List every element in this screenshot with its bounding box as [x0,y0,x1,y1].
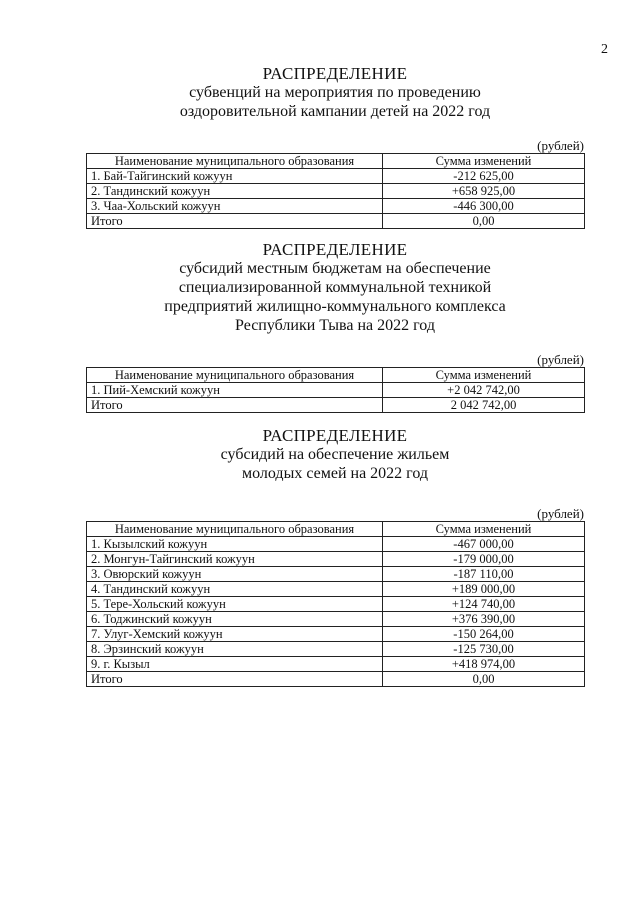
section-subtitle-line: Республики Тыва на 2022 год [235,317,435,334]
table-row [87,184,585,199]
total-label-cell: Итого [87,214,383,229]
municipality-cell: 5. Тере-Хольский кожуун [87,597,383,612]
table-row [87,612,585,627]
section-heading [86,426,584,483]
table-row [87,537,585,552]
municipality-cell: 9. г. Кызыл [87,657,383,672]
column-header-amount: Сумма изменений [383,368,585,383]
table-header-row [87,154,585,169]
total-label-cell: Итого [87,398,383,413]
municipality-cell: 8. Эрзинский кожуун [87,642,383,657]
municipality-cell: 1. Кызылский кожуун [87,537,383,552]
amount-cell: -150 264,00 [383,627,585,642]
column-header-name: Наименование муниципального образования [87,368,383,383]
amount-cell: -467 000,00 [383,537,585,552]
amount-cell: +2 042 742,00 [383,383,585,398]
units-label: (рублей) [537,138,584,153]
amount-cell: -187 110,00 [383,567,585,582]
amount-cell: +418 974,00 [383,657,585,672]
section-subtitle-line: субсидий местным бюджетам на обеспечение [179,260,491,277]
amount-cell: -125 730,00 [383,642,585,657]
table-row [87,383,585,398]
amount-cell: +658 925,00 [383,184,585,199]
table-total-row [87,672,585,687]
table-row [87,552,585,567]
total-amount-cell: 0,00 [383,672,585,687]
section-young-families-housing-subsidies [86,426,584,687]
section-subtitle-line: молодых семей на 2022 год [241,465,429,482]
column-header-amount: Сумма изменений [383,522,585,537]
column-header-amount: Сумма изменений [383,154,585,169]
section-recreation-subventions [86,64,584,229]
section-subtitle-line: оздоровительной кампании детей на 2022 год [179,103,491,120]
amount-cell: +189 000,00 [383,582,585,597]
section-heading [86,64,584,121]
table-total-row [87,398,585,413]
total-amount-cell: 0,00 [383,214,585,229]
total-label-cell: Итого [87,672,383,687]
distribution-table [86,153,585,229]
section-subtitle-line: субвенций на мероприятия по проведению [189,84,481,101]
section-subtitle-line: специализированной коммунальной техникой [178,279,492,296]
distribution-table [86,367,585,413]
amount-cell: +376 390,00 [383,612,585,627]
amount-cell: -179 000,00 [383,552,585,567]
page-number: 2 [601,42,608,57]
municipality-cell: 2. Монгун-Тайгинский кожуун [87,552,383,567]
section-subtitle-line: субсидий на обеспечение жильем [220,446,450,463]
amount-cell: +124 740,00 [383,597,585,612]
table-row [87,582,585,597]
table-row [87,199,585,214]
section-title: РАСПРЕДЕЛЕНИЕ [262,426,408,445]
municipality-cell: 4. Тандинский кожуун [87,582,383,597]
units-label: (рублей) [537,352,584,367]
table-row [87,657,585,672]
section-title: РАСПРЕДЕЛЕНИЕ [262,240,408,259]
table-row [87,597,585,612]
table-header-row [87,522,585,537]
section-title: РАСПРЕДЕЛЕНИЕ [262,64,408,83]
municipality-cell: 2. Тандинский кожуун [87,184,383,199]
column-header-name: Наименование муниципального образования [87,522,383,537]
column-header-name: Наименование муниципального образования [87,154,383,169]
municipality-cell: 7. Улуг-Хемский кожуун [87,627,383,642]
municipality-cell: 6. Тоджинский кожуун [87,612,383,627]
distribution-table [86,521,585,687]
section-subtitle-line: предприятий жилищно-коммунального комплекса [164,298,506,315]
table-row [87,627,585,642]
units-label: (рублей) [537,506,584,521]
municipality-cell: 3. Чаа-Хольский кожуун [87,199,383,214]
section-communal-equipment-subsidies [86,240,584,413]
municipality-cell: 3. Овюрский кожуун [87,567,383,582]
municipality-cell: 1. Пий-Хемский кожуун [87,383,383,398]
table-total-row [87,214,585,229]
table-header-row [87,368,585,383]
total-amount-cell: 2 042 742,00 [383,398,585,413]
table-row [87,642,585,657]
table-row [87,169,585,184]
table-row [87,567,585,582]
amount-cell: -212 625,00 [383,169,585,184]
amount-cell: -446 300,00 [383,199,585,214]
section-heading [86,240,584,335]
municipality-cell: 1. Бай-Тайгинский кожуун [87,169,383,184]
